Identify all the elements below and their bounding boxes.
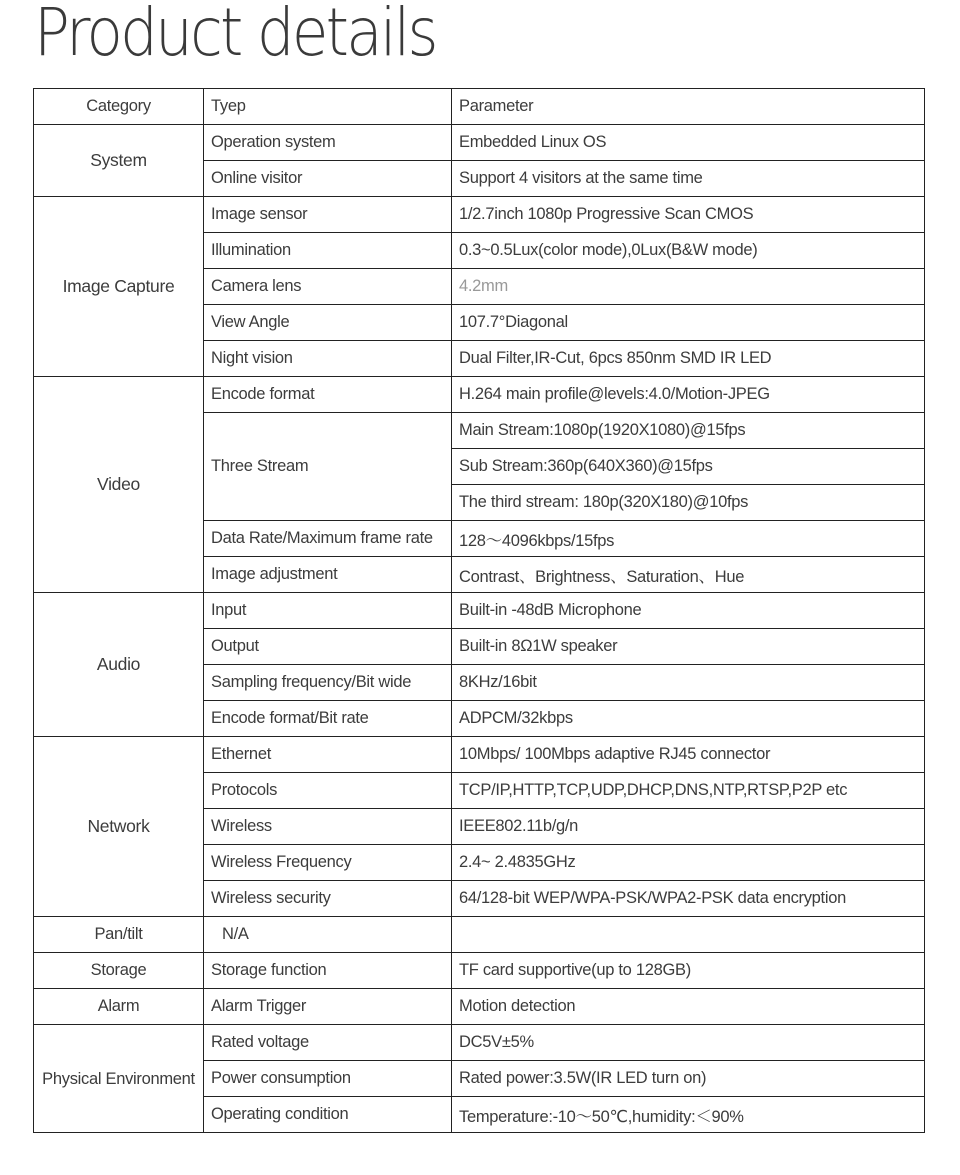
type-cell: Camera lens (204, 269, 452, 305)
category-cell: Audio (34, 593, 204, 737)
param-cell: Support 4 visitors at the same time (452, 161, 925, 197)
table-row (34, 989, 925, 1025)
param-cell: Sub Stream:360p(640X360)@15fps (452, 449, 925, 485)
param-cell: TCP/IP,HTTP,TCP,UDP,DHCP,DNS,NTP,RTSP,P2P etc (452, 773, 925, 809)
spec-table (33, 88, 925, 1133)
param-cell: Built-in 8Ω1W speaker (452, 629, 925, 665)
type-cell: Image sensor (204, 197, 452, 233)
type-cell: Operation system (204, 125, 452, 161)
type-cell: Power consumption (204, 1061, 452, 1097)
category-cell: Storage (34, 953, 204, 989)
param-cell: Embedded Linux OS (452, 125, 925, 161)
type-cell: Sampling frequency/Bit wide (204, 665, 452, 701)
type-cell: Night vision (204, 341, 452, 377)
param-cell: 10Mbps/ 100Mbps adaptive RJ45 connector (452, 737, 925, 773)
param-cell: 128〜4096kbps/15fps (452, 521, 925, 557)
param-cell: IEEE802.11b/g/n (452, 809, 925, 845)
param-cell: 64/128-bit WEP/WPA-PSK/WPA2-PSK data encryption (452, 881, 925, 917)
type-cell: Encode format (204, 377, 452, 413)
type-cell: Encode format/Bit rate (204, 701, 452, 737)
type-cell: Wireless (204, 809, 452, 845)
type-cell: Alarm Trigger (204, 989, 452, 1025)
param-cell: 1/2.7inch 1080p Progressive Scan CMOS (452, 197, 925, 233)
category-cell: Alarm (34, 989, 204, 1025)
table-row (34, 917, 925, 953)
param-cell: Dual Filter,IR-Cut, 6pcs 850nm SMD IR LED (452, 341, 925, 377)
category-cell: Physical Environment (34, 1025, 204, 1133)
param-cell (452, 917, 925, 953)
param-cell: Rated power:3.5W(IR LED turn on) (452, 1061, 925, 1097)
param-cell: Built-in -48dB Microphone (452, 593, 925, 629)
table-row (34, 737, 925, 773)
param-cell: Main Stream:1080p(1920X1080)@15fps (452, 413, 925, 449)
type-cell: Online visitor (204, 161, 452, 197)
table-row (34, 593, 925, 629)
type-cell: Illumination (204, 233, 452, 269)
type-cell: View Angle (204, 305, 452, 341)
param-cell: H.264 main profile@levels:4.0/Motion-JPEG (452, 377, 925, 413)
type-cell: Wireless security (204, 881, 452, 917)
type-cell: Image adjustment (204, 557, 452, 593)
page-title: Product details (34, 0, 436, 71)
type-cell: Storage function (204, 953, 452, 989)
table-row (34, 1025, 925, 1061)
param-cell: Temperature:-10〜50℃,humidity:＜90% (452, 1097, 925, 1133)
param-cell: 8KHz/16bit (452, 665, 925, 701)
header-type: Tyep (204, 89, 452, 125)
type-cell: Rated voltage (204, 1025, 452, 1061)
param-cell: 2.4~ 2.4835GHz (452, 845, 925, 881)
param-cell: TF card supportive(up to 128GB) (452, 953, 925, 989)
category-cell: System (34, 125, 204, 197)
type-cell: Output (204, 629, 452, 665)
table-header-row (34, 89, 925, 125)
type-cell: Operating condition (204, 1097, 452, 1133)
type-cell: N/A (204, 917, 452, 953)
header-parameter: Parameter (452, 89, 925, 125)
param-cell: 107.7°Diagonal (452, 305, 925, 341)
type-cell: Ethernet (204, 737, 452, 773)
param-cell: 4.2mm (452, 269, 925, 305)
category-cell: Pan/tilt (34, 917, 204, 953)
type-cell: Three Stream (204, 413, 452, 521)
table-row (34, 125, 925, 161)
type-cell: Input (204, 593, 452, 629)
param-cell: Contrast、Brightness、Saturation、Hue (452, 557, 925, 593)
param-cell: ADPCM/32kbps (452, 701, 925, 737)
param-cell: 0.3~0.5Lux(color mode),0Lux(B&W mode) (452, 233, 925, 269)
type-cell: Protocols (204, 773, 452, 809)
table-row (34, 377, 925, 413)
category-cell: Video (34, 377, 204, 593)
table-row (34, 197, 925, 233)
header-category: Category (34, 89, 204, 125)
param-cell: The third stream: 180p(320X180)@10fps (452, 485, 925, 521)
table-row (34, 953, 925, 989)
param-cell: Motion detection (452, 989, 925, 1025)
param-cell: DC5V±5% (452, 1025, 925, 1061)
type-cell: Data Rate/Maximum frame rate (204, 521, 452, 557)
category-cell: Network (34, 737, 204, 917)
type-cell: Wireless Frequency (204, 845, 452, 881)
category-cell: Image Capture (34, 197, 204, 377)
